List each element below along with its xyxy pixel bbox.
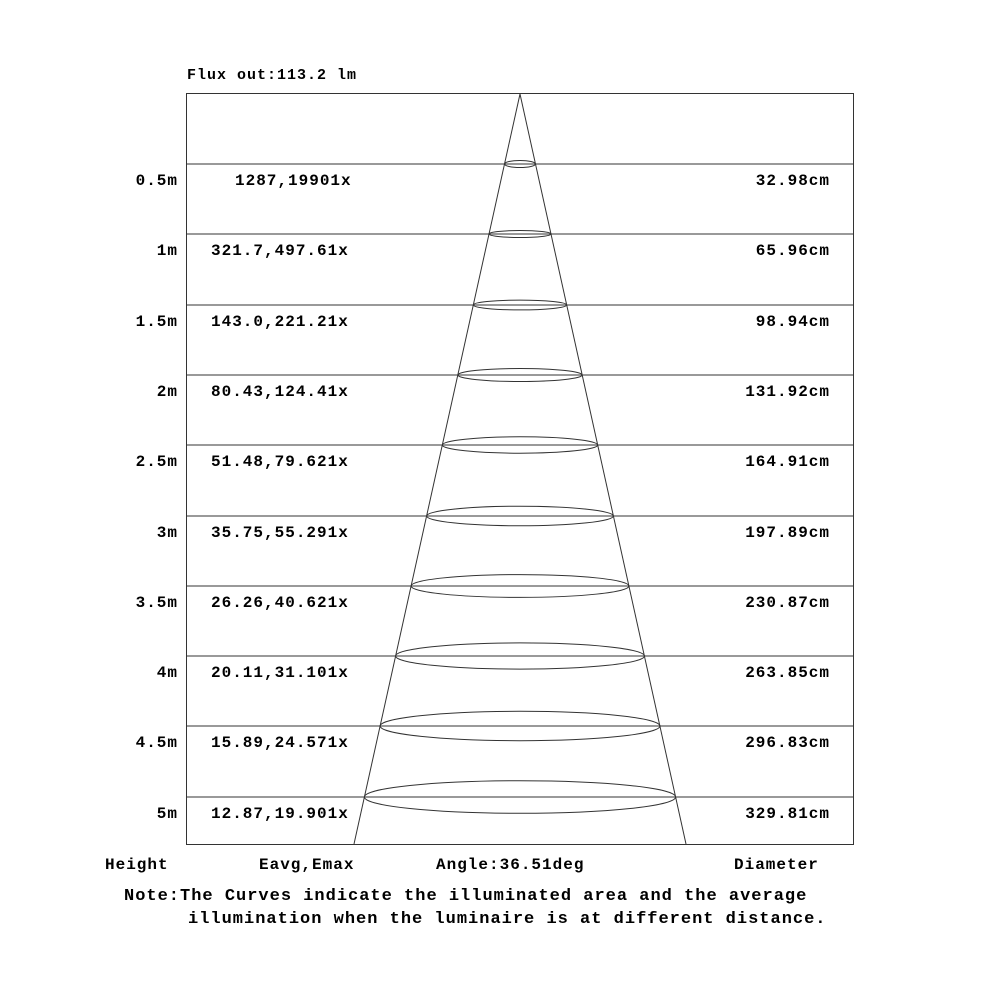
row-illuminance: 20.11,31.101x [211, 664, 349, 682]
row-diameter: 230.87cm [745, 594, 830, 612]
flux-out-label: Flux out:113.2 lm [187, 67, 358, 84]
row-height: 2.5m [135, 453, 178, 471]
row-height: 0.5m [135, 172, 178, 190]
row-diameter: 263.85cm [745, 664, 830, 682]
row-height: 4m [156, 664, 178, 682]
row-illuminance: 80.43,124.41x [211, 383, 349, 401]
row-illuminance: 1287,19901x [235, 172, 352, 190]
eavg-emax-column-label: Eavg,Emax [259, 856, 355, 874]
row-diameter: 197.89cm [745, 524, 830, 542]
note-line-1: Note:The Curves indicate the illuminated area and the average [124, 887, 808, 906]
row-diameter: 131.92cm [745, 383, 830, 401]
beam-angle-label: Angle:36.51deg [436, 856, 585, 874]
row-illuminance: 26.26,40.621x [211, 594, 349, 612]
row-height: 3m [156, 524, 178, 542]
row-diameter: 32.98cm [755, 172, 830, 190]
row-illuminance: 51.48,79.621x [211, 453, 349, 471]
row-diameter: 164.91cm [745, 453, 830, 471]
row-illuminance: 321.7,497.61x [211, 242, 349, 260]
row-diameter: 329.81cm [745, 805, 830, 823]
row-height: 1m [156, 242, 178, 260]
diameter-column-label: Diameter [734, 856, 819, 874]
row-height: 5m [156, 805, 178, 823]
row-diameter: 296.83cm [745, 734, 830, 752]
cone-left-edge [354, 94, 520, 844]
row-height: 3.5m [135, 594, 178, 612]
row-illuminance: 15.89,24.571x [211, 734, 349, 752]
row-diameter: 65.96cm [755, 242, 830, 260]
note-line-2: illumination when the luminaire is at different distance. [188, 910, 827, 929]
row-height: 1.5m [135, 313, 178, 331]
row-height: 2m [156, 383, 178, 401]
row-illuminance: 143.0,221.21x [211, 313, 349, 331]
row-illuminance: 12.87,19.901x [211, 805, 349, 823]
row-diameter: 98.94cm [755, 313, 830, 331]
row-illuminance: 35.75,55.291x [211, 524, 349, 542]
row-height: 4.5m [135, 734, 178, 752]
cone-right-edge [520, 94, 686, 844]
height-column-label: Height [105, 856, 169, 874]
